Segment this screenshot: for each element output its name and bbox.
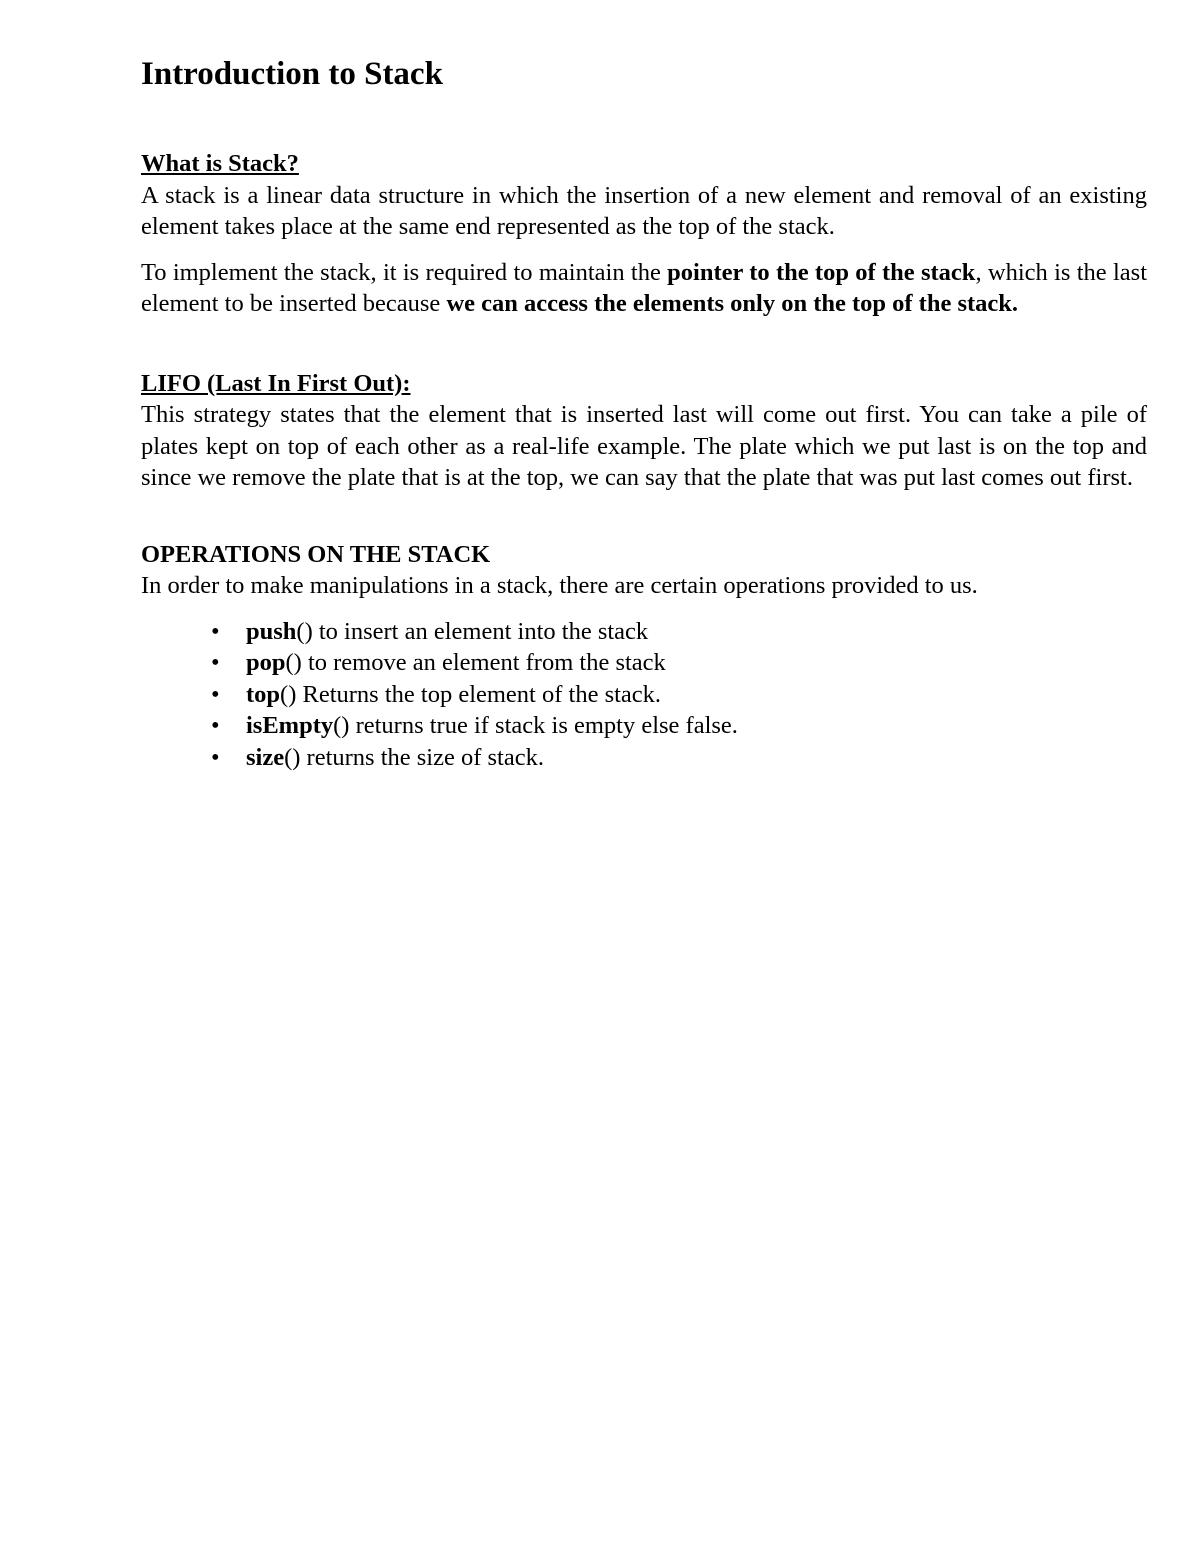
bullet-icon: • — [211, 649, 220, 676]
bullet-icon: • — [211, 712, 220, 739]
what-is-stack-heading: What is Stack? — [141, 150, 299, 177]
operation-desc: () to insert an element into the stack — [296, 617, 649, 645]
page-title: Introduction to Stack — [141, 56, 443, 92]
operation-desc: () returns true if stack is empty else false. — [333, 712, 738, 739]
operations-heading: OPERATIONS ON THE STACK — [141, 540, 491, 568]
operation-desc: () to remove an element from the stack — [285, 649, 666, 676]
operation-desc: () Returns the top element of the stack. — [280, 680, 662, 708]
list-item — [141, 710, 1147, 742]
pointer-text-2: , which is the last element to be inserted because — [141, 258, 1147, 317]
list-item — [141, 679, 1147, 711]
document-page — [141, 52, 1147, 773]
stack-pointer-paragraph — [141, 257, 1147, 320]
operation-name: size — [246, 743, 285, 771]
operation-name: isEmpty — [246, 712, 334, 739]
list-item — [141, 742, 1147, 774]
operation-desc: () returns the size of stack. — [284, 743, 544, 771]
list-item — [141, 616, 1147, 648]
operations-list — [141, 616, 1147, 774]
operation-name: top — [246, 680, 281, 708]
operation-name: pop — [246, 649, 286, 676]
bullet-icon: • — [211, 617, 220, 645]
operations-intro: In order to make manipulations in a stack, there are certain operations provided to us. — [141, 572, 978, 599]
pointer-text-1: To implement the stack, it is required to maintain the — [141, 258, 668, 286]
lifo-heading: LIFO (Last In First Out): — [141, 369, 411, 397]
bullet-icon: • — [211, 680, 220, 708]
pointer-bold-2: we can access the elements only on the top of the stack. — [446, 290, 1019, 317]
pointer-bold-1: pointer to the top of the stack — [667, 258, 976, 286]
operation-name: push — [246, 617, 297, 645]
list-item — [141, 647, 1147, 679]
lifo-paragraph: This strategy states that the element that is inserted last will come out first. You can take a pile of plates kept on top of each other as a real-life example. The plate which we put last is on the top and since we remove the plate that is at the top, we can say that the plate that was put last comes out first. — [141, 401, 1147, 491]
bullet-icon: • — [211, 743, 220, 771]
stack-definition-paragraph: A stack is a linear data structure in which the insertion of a new element and removal of an existing element takes place at the same end represented as the top of the stack. — [141, 181, 1147, 240]
